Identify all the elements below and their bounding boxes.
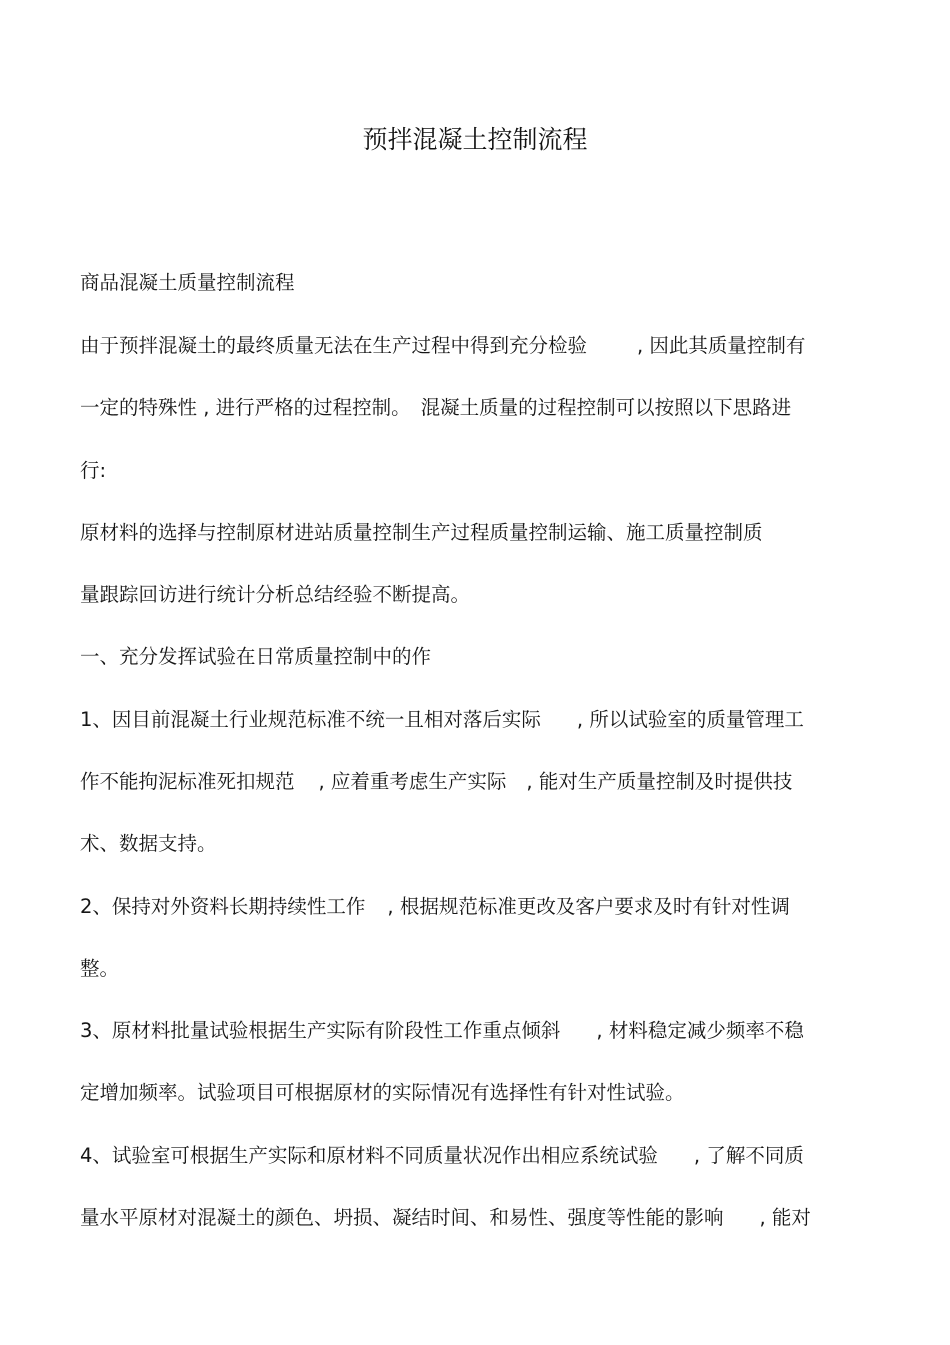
item-3-line-1-text-b: , 材料稳定减少频率不稳 <box>596 1019 804 1042</box>
item-1-line-1-text-a: 1、因目前混凝土行业规范标准不统一且相对落后实际 <box>80 708 541 731</box>
item-1-line-3: 术、数据支持。 <box>80 832 217 855</box>
item-4-line-1-text-b: , 了解不同质 <box>693 1144 804 1167</box>
item-3-line-1-text-a: 3、原材料批量试验根据生产实际有阶段性工作重点倾斜 <box>80 1019 561 1042</box>
item-1-line-1-text-b: , 所以试验室的质量管理工 <box>576 708 804 731</box>
section-1-heading: 一、充分发挥试验在日常质量控制中的作 <box>80 645 432 668</box>
intro-line-1 <box>80 331 805 361</box>
intro-line-3: 行: <box>80 459 107 482</box>
intro-line-1-text-b: , 因此其质量控制有 <box>637 334 806 357</box>
item-3-line-1 <box>80 1016 804 1046</box>
item-1-line-2-text-b: , 应着重考虑生产实际 <box>318 770 507 793</box>
item-1-line-2-text-a: 作不能拘泥标准死扣规范 <box>80 770 295 793</box>
item-1-line-2-text-c: , 能对生产质量控制及时提供技 <box>526 770 793 793</box>
item-4-line-2-text-b: , 能对 <box>759 1206 811 1229</box>
intro-line-1-text-a: 由于预拌混凝土的最终质量无法在生产过程中得到充分检验 <box>80 334 588 357</box>
item-4-line-2-text-a: 量水平原材对混凝土的颜色、坍损、凝结时间、和易性、强度等性能的影响 <box>80 1206 724 1229</box>
flow-line-2: 量跟踪回访进行统计分析总结经验不断提高。 <box>80 583 471 606</box>
flow-line-1: 原材料的选择与控制原材进站质量控制生产过程质量控制运输、施工质量控制质 <box>80 521 763 544</box>
item-4-line-1 <box>80 1141 804 1171</box>
item-2-line-1-text-a: 2、保持对外资料长期持续性工作 <box>80 895 366 918</box>
item-1-line-1 <box>80 705 804 735</box>
intro-line-2-text-b: 混凝土质量的过程控制可以按照以下思路进 <box>420 396 792 419</box>
document-title: 预拌混凝土控制流程 <box>362 125 588 154</box>
item-4-line-1-text-a: 4、试验室可根据生产实际和原材料不同质量状况作出相应系统试验 <box>80 1144 658 1167</box>
item-2-line-1-text-b: , 根据规范标准更改及客户要求及时有针对性调 <box>387 895 790 918</box>
item-1-line-2 <box>80 767 792 797</box>
item-2-line-2: 整。 <box>80 957 120 980</box>
intro-line-2-text-a: 一定的特殊性 , 进行严格的过程控制。 <box>80 396 411 419</box>
section-subtitle: 商品混凝土质量控制流程 <box>80 271 295 294</box>
intro-line-2 <box>80 393 791 423</box>
item-3-line-2: 定增加频率。试验项目可根据原材的实际情况有选择性有针对性试验。 <box>80 1081 685 1104</box>
item-4-line-2 <box>80 1203 811 1233</box>
item-2-line-1 <box>80 892 790 922</box>
